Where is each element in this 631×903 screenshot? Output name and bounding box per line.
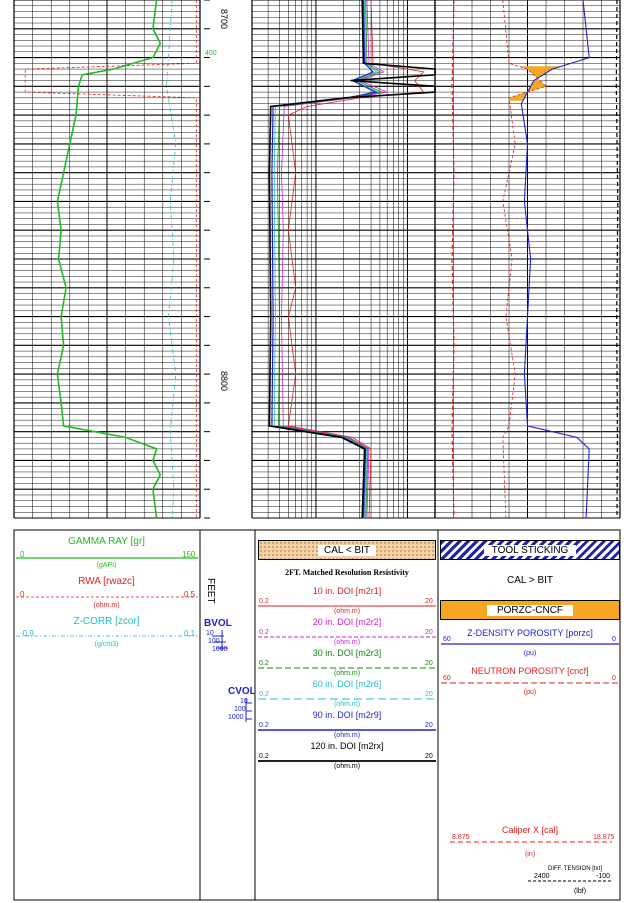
neutron-label: NEUTRON POROSITY [cncf] bbox=[471, 666, 589, 676]
resistivity-unit-3: (ohm.m) bbox=[333, 701, 361, 708]
resistivity-unit-0: (ohm.m) bbox=[333, 608, 361, 615]
bvol-label: BVOL bbox=[204, 618, 232, 629]
cal-lt-bit-box bbox=[258, 540, 436, 560]
resistivity-label-5: 120 in. DOI [m2rx] bbox=[310, 741, 384, 751]
porzc-cncf-box bbox=[440, 600, 620, 620]
resistivity-label-0: 10 in. DOI [m2r1] bbox=[312, 586, 382, 596]
neutron-left: 60 bbox=[443, 675, 451, 682]
density-right: 0 bbox=[612, 636, 616, 643]
caliper-label: Caliper X [cal] bbox=[501, 825, 559, 835]
resistivity-left-2: 0.2 bbox=[259, 660, 269, 667]
tension-unit: (lbf) bbox=[573, 888, 587, 895]
resistivity-unit-5: (ohm.m) bbox=[333, 763, 361, 770]
resistivity-label-1: 20 in. DOI [m2r2] bbox=[312, 617, 382, 627]
rwa-right: 0.5 bbox=[184, 590, 196, 599]
rwa-unit: (ohm.m) bbox=[93, 602, 120, 609]
zcorr-right: 0.1 bbox=[184, 629, 196, 638]
resistivity-label-4: 90 in. DOI [m2r9] bbox=[312, 710, 382, 720]
bvol-100: 100 bbox=[208, 638, 220, 645]
caliper-left: 8.875 bbox=[452, 834, 470, 841]
resistivity-unit-1: (ohm.m) bbox=[333, 639, 361, 646]
porzc-cncf-label: PORZC-CNCF bbox=[487, 605, 573, 616]
density-unit: (pu) bbox=[523, 650, 537, 657]
rwa-label: RWA [rwazc] bbox=[78, 576, 135, 587]
tension-right: -100 bbox=[596, 873, 611, 880]
resistivity-label-2: 30 in. DOI [m2r3] bbox=[312, 648, 382, 658]
density-label: Z-DENSITY POROSITY [porzc] bbox=[467, 628, 593, 638]
cal-gt-bit-box bbox=[440, 570, 620, 590]
caliper-unit: (in) bbox=[524, 851, 536, 858]
feet-label: FEET bbox=[205, 578, 216, 604]
gamma-ray-left: 0 bbox=[20, 550, 25, 559]
cvol-label: CVOL bbox=[228, 686, 256, 697]
gamma-ray-unit: (gAPI) bbox=[96, 562, 117, 569]
caliper-right: 18.875 bbox=[593, 834, 615, 841]
rwa-left: 0 bbox=[20, 590, 25, 599]
resistivity-right-0: 20 bbox=[425, 598, 433, 605]
depth-marks bbox=[204, 0, 210, 518]
tension-label: DIFF. TENSION [txt] bbox=[548, 866, 602, 872]
resistivity-right-5: 20 bbox=[425, 753, 433, 760]
neutron-right: 0 bbox=[612, 675, 616, 682]
resistivity-label-3: 60 in. DOI [m2r6] bbox=[312, 679, 382, 689]
cvol-100: 100 bbox=[234, 706, 246, 713]
grid-lines bbox=[14, 0, 620, 518]
depth-marker-400: 400 bbox=[205, 50, 217, 57]
bvol-10: 10 bbox=[206, 630, 214, 637]
resistivity-right-4: 20 bbox=[425, 722, 433, 729]
zcorr-unit: (g/cm3) bbox=[94, 641, 119, 648]
cal-lt-bit-label: CAL < BIT bbox=[318, 545, 376, 556]
resistivity-unit-4: (ohm.m) bbox=[333, 732, 361, 739]
density-left: 60 bbox=[443, 636, 451, 643]
resistivity-left-4: 0.2 bbox=[259, 722, 269, 729]
resistivity-right-2: 20 bbox=[425, 660, 433, 667]
resistivity-left-5: 0.2 bbox=[259, 753, 269, 760]
tension-left: 2400 bbox=[534, 873, 550, 880]
resistivity-right-3: 20 bbox=[425, 691, 433, 698]
bvol-1000: 1000 bbox=[212, 646, 228, 653]
resistivity-left-3: 0.2 bbox=[259, 691, 269, 698]
depth-label-8700: 8700 bbox=[219, 8, 230, 30]
depth-label-8800: 8800 bbox=[219, 370, 230, 392]
cvol-1000: 1000 bbox=[228, 714, 244, 721]
resistivity-left-0: 0.2 bbox=[259, 598, 269, 605]
resistivity-right-1: 20 bbox=[425, 629, 433, 636]
zcorr-label: Z-CORR [zcor] bbox=[73, 616, 140, 627]
tool-sticking-box bbox=[440, 540, 620, 560]
cvol-10: 10 bbox=[240, 698, 248, 705]
zcorr-left: -0.9 bbox=[20, 629, 34, 638]
porosity-crossover-fill bbox=[509, 66, 561, 101]
gamma-ray-right: 150 bbox=[182, 550, 196, 559]
matched-resolution-title: 2FT. Matched Resolution Resistivity bbox=[285, 568, 409, 577]
neutron-unit: (pu) bbox=[523, 689, 537, 696]
tool-sticking-label: TOOL STICKING bbox=[484, 545, 577, 556]
resistivity-unit-2: (ohm.m) bbox=[333, 670, 361, 677]
gamma-ray-label: GAMMA RAY [gr] bbox=[68, 536, 145, 547]
cal-gt-bit-label: CAL > BIT bbox=[506, 574, 554, 586]
resistivity-left-1: 0.2 bbox=[259, 629, 269, 636]
